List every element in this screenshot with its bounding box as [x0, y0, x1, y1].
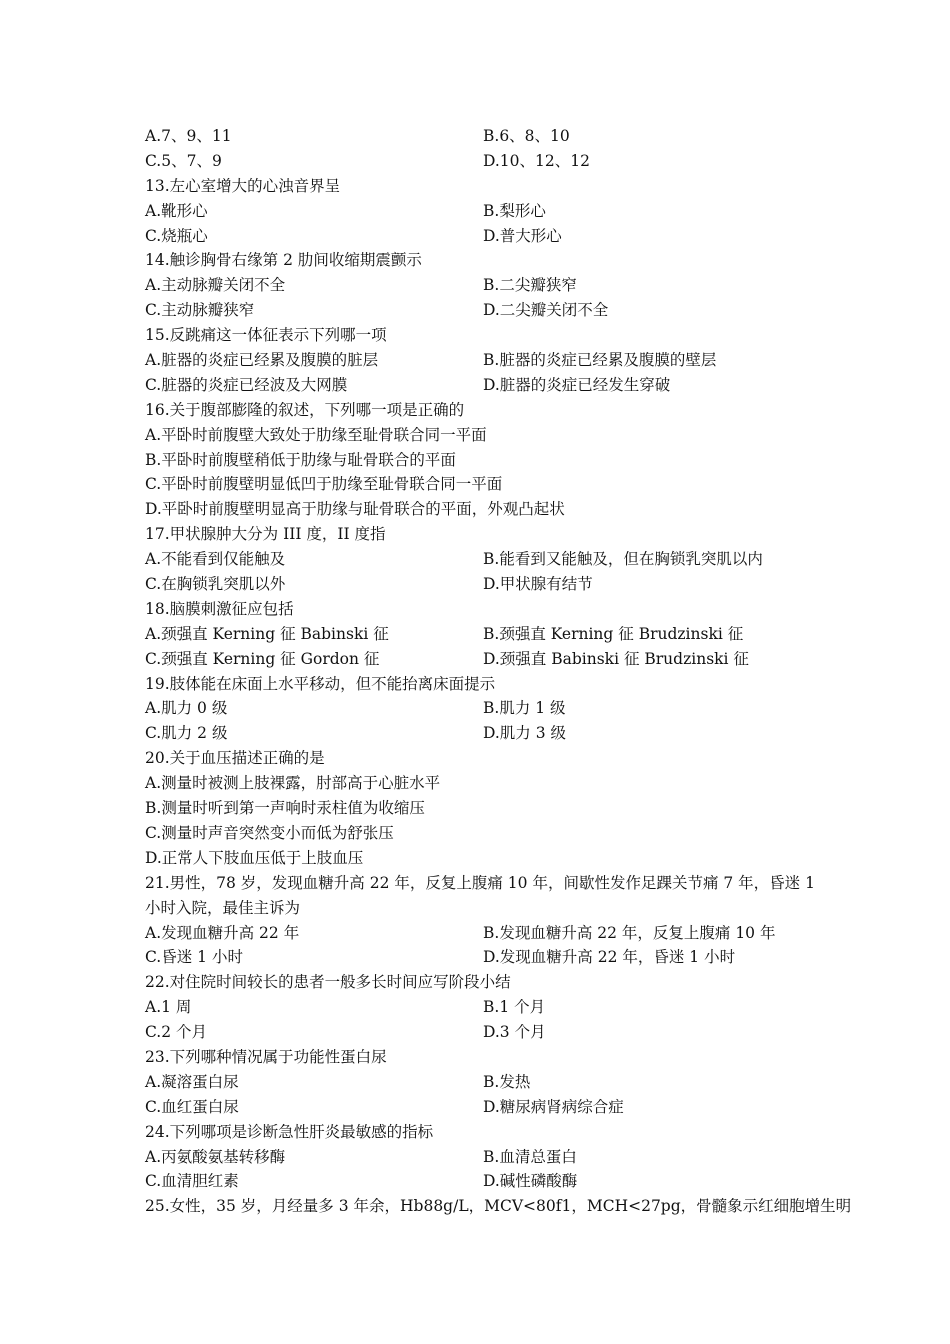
option-left: A.脏器的炎症已经累及腹膜的脏层 [145, 351, 379, 370]
option-right: B.梨形心 [483, 201, 546, 220]
option-right: D.3 个月 [483, 1023, 546, 1042]
option-left: A.不能看到仅能触及 [145, 550, 286, 569]
option-row [145, 224, 815, 249]
option-line: B.测量时听到第一声响时汞柱值为收缩压 [145, 799, 425, 818]
option-left: C.血红蛋白尿 [145, 1097, 239, 1116]
option-row [145, 124, 815, 149]
option-line: D.平卧时前腹壁明显高于肋缘与耻骨联合的平面，外观凸起状 [145, 500, 565, 519]
option-left: C.2 个月 [145, 1023, 208, 1042]
question-stem: 25.女性，35 岁，月经量多 3 年余，Hb88g/L，MCV<80f1，MCH<27pg，骨髓象示红细胞增生明 [145, 1197, 852, 1216]
option-row [145, 622, 815, 647]
question-stem: 20.关于血压描述正确的是 [145, 749, 325, 768]
option-right: B.能看到又能触及，但在胸锁乳突肌以内 [483, 550, 763, 569]
option-row [145, 149, 815, 174]
option-left: C.脏器的炎症已经波及大网膜 [145, 375, 348, 394]
option-left: C.颈强直 Kerning 征 Gordon 征 [145, 649, 380, 668]
option-row [145, 696, 815, 721]
option-line: A.测量时被测上肢裸露，肘部高于心脏水平 [145, 774, 441, 793]
option-left: A.颈强直 Kerning 征 Babinski 征 [145, 624, 389, 643]
option-right: B.发热 [483, 1072, 531, 1091]
option-left: A.7、9、11 [145, 127, 232, 145]
option-row [145, 547, 815, 572]
option-left: A.主动脉瓣关闭不全 [145, 276, 286, 295]
option-row [145, 348, 815, 373]
option-right: B.颈强直 Kerning 征 Brudzinski 征 [483, 624, 744, 643]
option-row [145, 298, 815, 323]
option-left: C.烧瓶心 [145, 226, 208, 245]
option-line: C.测量时声音突然变小而低为舒张压 [145, 823, 394, 842]
question-stem: 19.肢体能在床面上水平移动，但不能抬离床面提示 [145, 674, 496, 693]
option-row [145, 199, 815, 224]
option-right: D.糖尿病肾病综合症 [483, 1097, 624, 1116]
option-line: A.平卧时前腹壁大致处于肋缘至耻骨联合同一平面 [145, 425, 487, 444]
question-stem: 22.对住院时间较长的患者一般多长时间应写阶段小结 [145, 973, 511, 992]
question-text-line-1: 21.男性，78 岁，发现血糖升高 22 年，反复上腹痛 10 年，间歇性发作足踝关节痛 7 年，昏迷 1 [145, 873, 815, 892]
option-right: D.甲状腺有结节 [483, 575, 593, 594]
option-row [145, 1169, 815, 1194]
option-left: C.血清胆红素 [145, 1172, 239, 1191]
option-right: D.普大形心 [483, 226, 562, 245]
option-left: C.昏迷 1 小时 [145, 948, 243, 967]
option-left: A.靴形心 [145, 201, 208, 220]
question-stem: 24.下列哪项是诊断急性肝炎最敏感的指标 [145, 1122, 434, 1141]
question-stem: 23.下列哪种情况属于功能性蛋白尿 [145, 1047, 387, 1066]
option-right: D.发现血糖升高 22 年，昏迷 1 小时 [483, 948, 736, 967]
option-right: D.碱性磷酸酶 [483, 1172, 578, 1191]
option-left: A.1 周 [145, 998, 192, 1017]
option-right: B.二尖瓣狭窄 [483, 276, 577, 295]
option-row [145, 1095, 815, 1120]
question-text-line-2: 小时入院，最佳主诉为 [145, 898, 301, 917]
option-row [145, 572, 815, 597]
question-stem: 14.触诊胸骨右缘第 2 肋间收缩期震颤示 [145, 251, 422, 270]
option-right: D.肌力 3 级 [483, 724, 567, 743]
option-row [145, 1070, 815, 1095]
option-line: B.平卧时前腹壁稍低于肋缘与耻骨联合的平面 [145, 450, 456, 469]
option-right: D.颈强直 Babinski 征 Brudzinski 征 [483, 649, 749, 668]
option-left: A.凝溶蛋白尿 [145, 1072, 239, 1091]
option-row [145, 721, 815, 746]
option-row [145, 995, 815, 1020]
option-right: B.肌力 1 级 [483, 699, 566, 718]
option-row [145, 1020, 815, 1045]
option-left: C.肌力 2 级 [145, 724, 228, 743]
exam-document [145, 124, 852, 1219]
option-left: A.发现血糖升高 22 年 [145, 923, 300, 942]
question-stem: 13.左心室增大的心浊音界呈 [145, 176, 341, 195]
option-right: D.二尖瓣关闭不全 [483, 301, 609, 320]
question-stem: 15.反跳痛这一体征表示下列哪一项 [145, 326, 387, 345]
option-left: A.肌力 0 级 [145, 699, 228, 718]
option-row [145, 945, 815, 970]
option-right: B.1 个月 [483, 998, 546, 1017]
option-right: B.6、8、10 [483, 127, 570, 145]
option-left: C.5、7、9 [145, 151, 222, 170]
option-right: D.10、12、12 [483, 151, 590, 170]
option-right: B.血清总蛋白 [483, 1147, 577, 1166]
question-stem: 16.关于腹部膨隆的叙述，下列哪一项是正确的 [145, 400, 465, 419]
option-row [145, 647, 815, 672]
question-stem: 18.脑膜刺激征应包括 [145, 599, 294, 618]
option-row [145, 273, 815, 298]
option-row [145, 1145, 815, 1170]
option-row [145, 921, 815, 946]
option-row [145, 373, 815, 398]
option-left: C.主动脉瓣狭窄 [145, 301, 255, 320]
option-right: B.发现血糖升高 22 年，反复上腹痛 10 年 [483, 923, 776, 942]
option-right: B.脏器的炎症已经累及腹膜的壁层 [483, 351, 717, 370]
option-left: C.在胸锁乳突肌以外 [145, 575, 286, 594]
question-stem: 17.甲状腺肿大分为 III 度，II 度指 [145, 525, 386, 544]
option-line: C.平卧时前腹壁明显低凹于肋缘至耻骨联合同一平面 [145, 475, 503, 494]
option-line: D.正常人下肢血压低于上肢血压 [145, 848, 364, 867]
option-right: D.脏器的炎症已经发生穿破 [483, 375, 671, 394]
option-left: A.丙氨酸氨基转移酶 [145, 1147, 286, 1166]
